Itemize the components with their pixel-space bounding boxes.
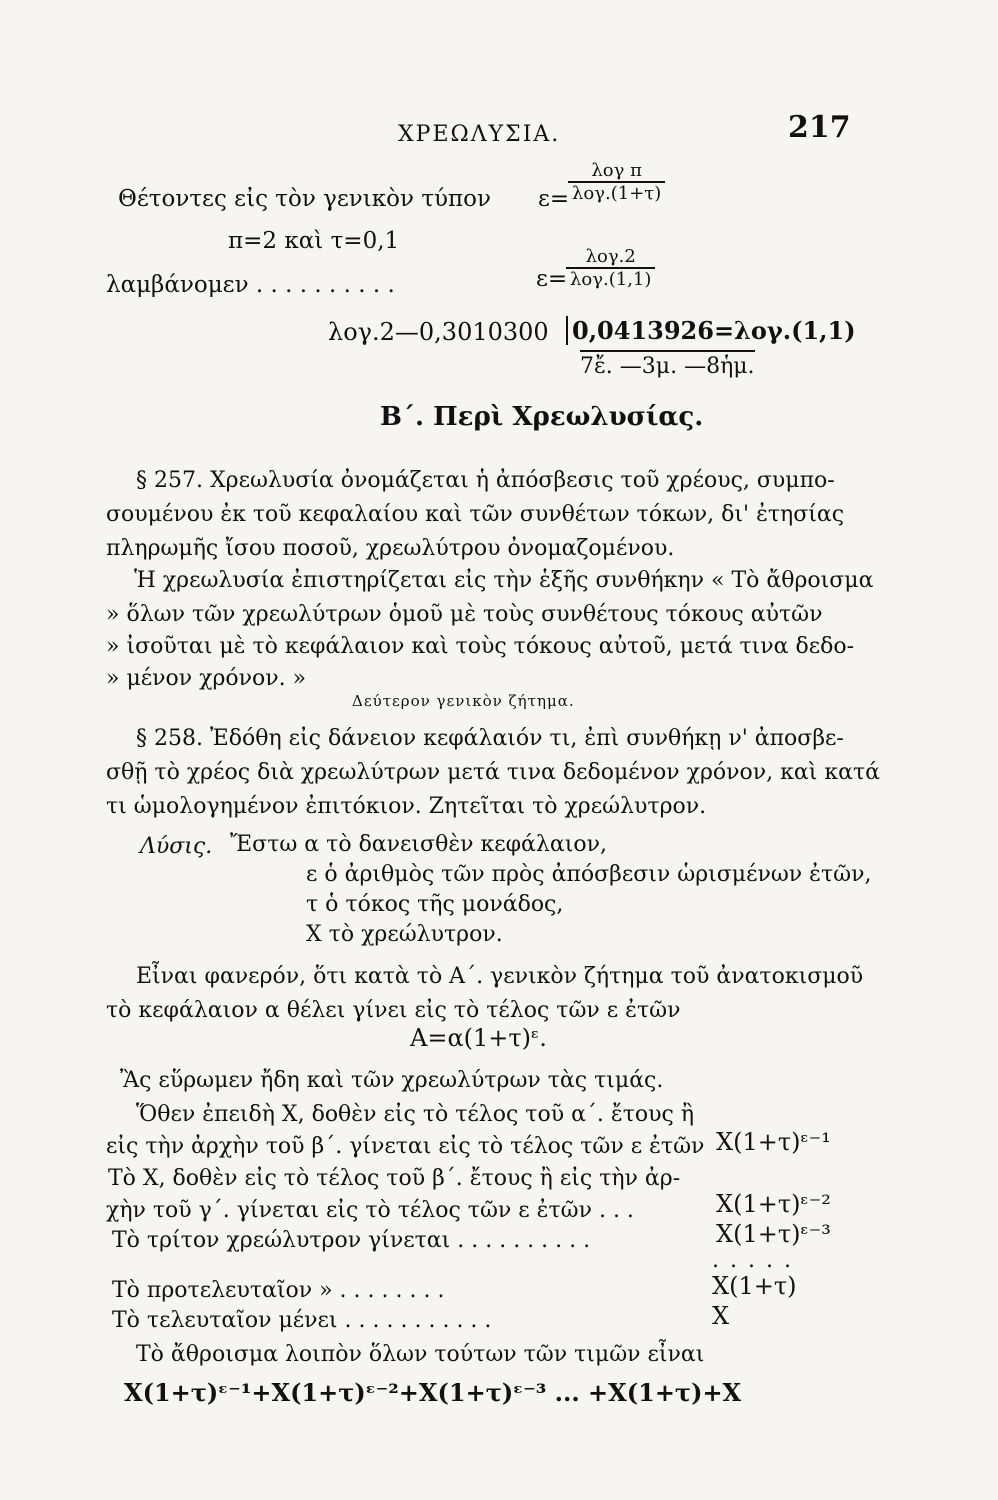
paragraph-line: Τὸ τελευταῖον μένει . . . . . . . . . . . — [112, 1308, 492, 1333]
paragraph-line: τι ὡμολογημένον ἐπιτόκιον. Ζητεῖται τὸ χρεώλυτρον. — [106, 794, 707, 819]
paragraph-line: σουμένου ἐκ τοῦ κεφαλαίου καὶ τῶν συνθέτων τόκων, δι' ἐτησίας — [106, 502, 845, 527]
paragraph-line: » ἰσοῦται μὲ τὸ κεφάλαιον καὶ τοὺς τόκους αὐτοῦ, μετά τινα δεδο- — [106, 634, 855, 659]
paragraph-line: Ἂς εὕρωμεν ἤδη καὶ τῶν χρεωλύτρων τὰς τιμάς. — [120, 1068, 664, 1093]
final-formula: Χ(1+τ)ᵋ⁻¹+Χ(1+τ)ᵋ⁻²+Χ(1+τ)ᵋ⁻³ ... +Χ(1+τ)+Χ — [124, 1378, 742, 1407]
formula: Α=α(1+τ)ᵋ. — [410, 1024, 547, 1052]
text-line: λαμβάνομεν . . . . . . . . . . — [106, 272, 395, 298]
paragraph-line: Εἶναι φανερόν, ὅτι κατὰ τὸ Α΄. γενικὸν ζήτημα τοῦ ἀνατοκισμοῦ — [136, 964, 864, 989]
subheading: Δεύτερον γενικὸν ζήτημα. — [352, 692, 575, 710]
equation-lhs: ε= — [538, 186, 570, 212]
log-value: 0,0413926=λογ.(1,1) — [566, 316, 856, 345]
section-title: Β΄. Περὶ Χρεωλυσίας. — [380, 402, 704, 432]
paragraph-line: πληρωμῆς ἴσου ποσοῦ, χρεωλύτρου ὀνομαζομένου. — [106, 536, 675, 561]
text-line: Θέτοντες εἰς τὸν γενικὸν τύπον — [118, 186, 491, 212]
paragraph-line: Ὅθεν ἐπειδὴ Χ, δοθὲν εἰς τὸ τέλος τοῦ α΄. ἔτους ἢ — [136, 1102, 695, 1127]
formula: Χ(1+τ)ᵋ⁻¹ — [716, 1128, 831, 1156]
running-title: ΧΡΕΩΛΥΣΙΑ. — [398, 122, 561, 147]
solution-line: τ ὁ τόκος τῆς μονάδος, — [306, 892, 564, 917]
solution-label: Λύσις. — [140, 834, 213, 859]
fraction — [566, 246, 655, 290]
paragraph-line: Τὸ προτελευταῖον » . . . . . . . . — [112, 1278, 445, 1303]
paragraph-line: εἰς τὴν ἀρχὴν τοῦ β΄. γίνεται εἰς τὸ τέλος τῶν ε ἐτῶν — [106, 1134, 705, 1159]
equation-lhs: ε= — [536, 266, 568, 292]
paragraph-line: § 257. Χρεωλυσία ὀνομάζεται ἡ ἀπόσβεσις τοῦ χρέους, συμπο- — [136, 468, 835, 493]
fraction-denominator: λογ.(1,1) — [566, 267, 655, 290]
log-value: λογ.2—0,3010300 — [328, 318, 549, 346]
fraction-denominator: λογ.(1+τ) — [568, 181, 665, 204]
formula: Χ — [712, 1302, 730, 1330]
solution-line: Ἔστω α τὸ δανεισθὲν κεφάλαιον, — [230, 832, 607, 857]
fraction-numerator: λογ.2 — [585, 246, 636, 267]
result: 7ἔ. —3μ. —8ἡμ. — [580, 350, 755, 379]
formula: Χ(1+τ) — [712, 1272, 797, 1300]
solution-line: Χ τὸ χρεώλυτρον. — [306, 922, 503, 947]
formula: Χ(1+τ)ᵋ⁻³ — [716, 1220, 831, 1248]
paragraph-line: τὸ κεφάλαιον α θέλει γίνει εἰς τὸ τέλος τῶν ε ἐτῶν — [106, 998, 681, 1023]
fraction-numerator: λογ π — [591, 160, 642, 181]
paragraph-line: Ἡ χρεωλυσία ἐπιστηρίζεται εἰς τὴν ἑξῆς συνθήκην « Τὸ ἄθροισμα — [134, 568, 874, 593]
ellipsis-row: . . . . . — [712, 1248, 793, 1273]
paragraph-line: » ὅλων τῶν χρεωλύτρων ὁμοῦ μὲ τοὺς συνθέτους τόκους αὐτῶν — [106, 602, 823, 627]
page-number: 217 — [788, 110, 851, 145]
paragraph-line: χὴν τοῦ γ΄. γίνεται εἰς τὸ τέλος τῶν ε ἐτῶν . . . — [106, 1198, 634, 1223]
solution-line: ε ὁ ἀριθμὸς τῶν πρὸς ἀπόσβεσιν ὡρισμένων ἐτῶν, — [306, 862, 872, 887]
paragraph-line: § 258. Ἐδόθη εἰς δάνειον κεφάλαιόν τι, ἐπὶ συνθήκῃ ν' ἀποσβε- — [136, 726, 844, 751]
formula: Χ(1+τ)ᵋ⁻² — [716, 1190, 831, 1218]
text-line: π=2 καὶ τ=0,1 — [228, 228, 400, 254]
fraction — [568, 160, 665, 204]
paragraph-line: Τὸ ἄθροισμα λοιπὸν ὅλων τούτων τῶν τιμῶν εἶναι — [136, 1342, 705, 1367]
paragraph-line: Τὸ τρίτον χρεώλυτρον γίνεται . . . . . . . . . . — [112, 1228, 591, 1253]
paragraph-line: σθῇ τὸ χρέος διὰ χρεωλύτρων μετά τινα δεδομένον χρόνον, καὶ κατά — [106, 760, 881, 785]
paragraph-line: Τὸ Χ, δοθὲν εἰς τὸ τέλος τοῦ β΄. ἔτους ἢ εἰς τὴν ἀρ- — [108, 1166, 681, 1191]
paragraph-line: » μένον χρόνον. » — [106, 666, 307, 691]
